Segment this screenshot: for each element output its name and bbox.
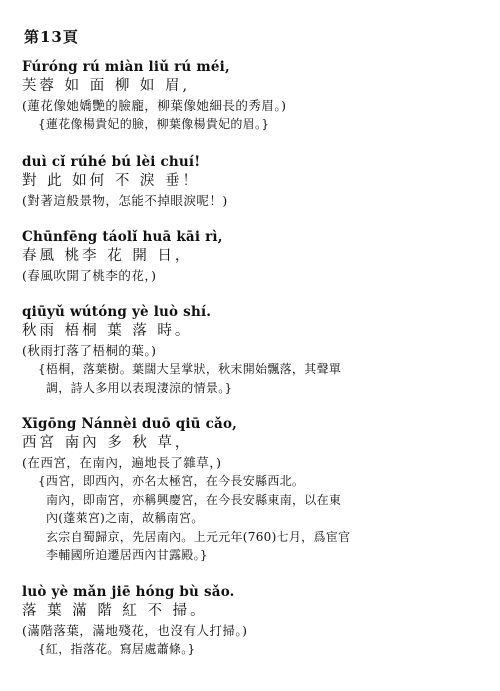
note-block — [22, 472, 486, 565]
note-block — [22, 640, 486, 659]
verse-block — [22, 303, 486, 397]
verse-block — [22, 58, 486, 134]
translation-line: (春風吹開了桃李的花，) — [22, 268, 157, 283]
pinyin-line: luò yè mǎn jiē hóng bù sǎo. — [22, 584, 235, 600]
translation-line: (在西宮，在南內，遍地長了雜草，) — [22, 455, 222, 470]
translation-line: (對著這般景物，怎能不掉眼淚呢！) — [22, 193, 228, 208]
translation-line: (蓮花像她嬌艷的臉龐，柳葉像她細長的秀眉。) — [22, 98, 287, 113]
note-block — [22, 360, 486, 397]
chinese-line: 落 葉 滿 階 紅 不 掃。 — [22, 603, 208, 619]
chinese-line: 芙蓉 如 面 柳 如 眉, — [22, 78, 191, 94]
note-line: {西宮，即西內，亦名太極宮，在今長安縣西北。 — [38, 474, 305, 488]
note-line: 調，詩人多用以表現淒涼的情景。} — [46, 380, 233, 395]
note-line: {梧桐，落葉樹。葉闊大呈掌狀，秋末開始飄落，其聲單 — [38, 362, 342, 376]
pinyin-line: Chūnfēng táolǐ huā kāi rì, — [22, 229, 223, 245]
chinese-line: 秋雨 梧桐 葉 落 時。 — [22, 323, 193, 339]
verse-block — [22, 228, 486, 285]
note-line: {紅，指落花。寫居處蕭條。} — [38, 642, 196, 656]
chinese-line: 春風 桃李 花 開 日， — [22, 248, 193, 264]
pinyin-line: duì cǐ rúhé bú lèi chuí! — [22, 154, 201, 170]
note-line: 李輔國所迫遷居西內甘露殿。} — [46, 548, 208, 562]
pinyin-line: Xīgōng Nánnèi duō qiū cǎo, — [22, 416, 238, 432]
note-line: {蓮花像楊貴妃的臉，柳葉像楊貴妃的眉。} — [38, 117, 270, 131]
verse-block — [22, 153, 486, 210]
note-line: 南內，即南宮，亦稱興慶宮，在今長安縣東南，以在東 — [46, 492, 342, 507]
note-line: 玄宗自蜀歸京，先居南內。上元元年(760)七月，爲宦官 — [46, 529, 351, 544]
translation-line: (滿階落葉，滿地殘花，也沒有人打掃。) — [22, 623, 248, 638]
pinyin-line: qiūyǔ wútóng yè luò shí. — [22, 304, 212, 320]
note-line: 內(蓬萊宮)之南，故稱南宮。 — [46, 511, 204, 525]
verse-block — [22, 583, 486, 659]
note-block — [22, 115, 486, 134]
chinese-line: 對 此 如何 不 淚 垂！ — [22, 173, 201, 189]
pinyin-line: Fúróng rú miàn liǔ rú méi, — [22, 59, 230, 75]
translation-line: (秋雨打落了梧桐的葉。) — [22, 343, 157, 358]
verse-block — [22, 415, 486, 565]
chinese-line: 西宮 南內 多 秋 草， — [22, 435, 193, 451]
page-number: 第13頁 — [24, 28, 79, 46]
